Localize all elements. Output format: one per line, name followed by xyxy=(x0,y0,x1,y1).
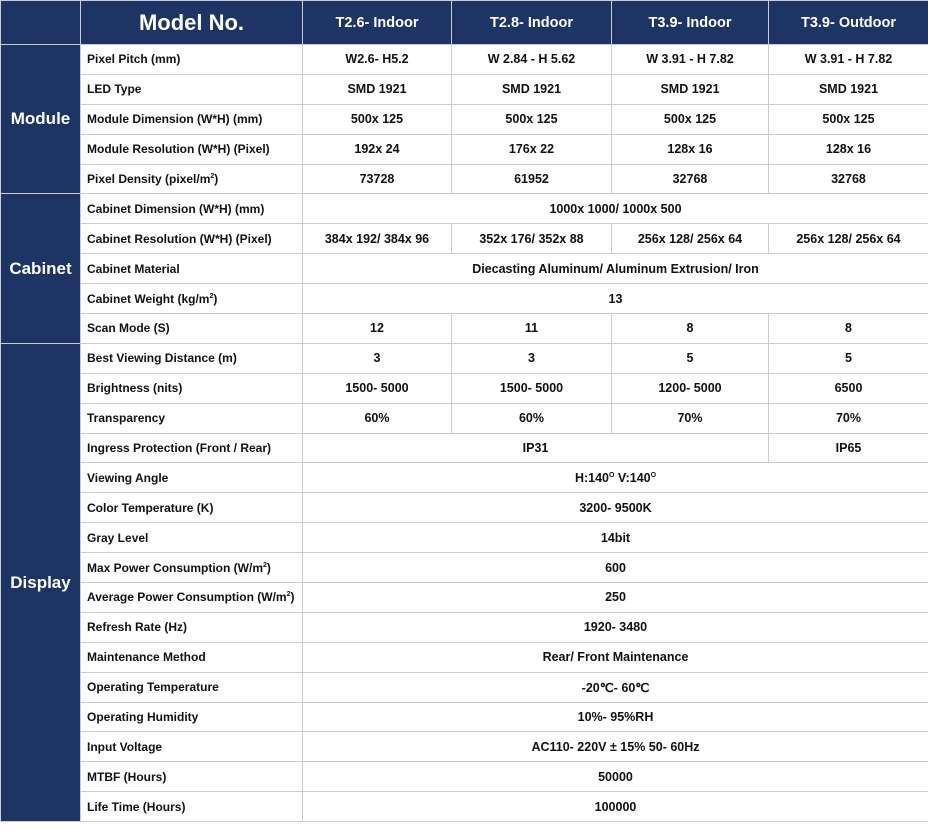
table-row xyxy=(1,134,928,164)
model-header: T2.8- Indoor xyxy=(452,1,612,45)
group-label-cabinet: Cabinet xyxy=(1,194,81,343)
table-row xyxy=(1,373,928,403)
cell-value: 3200- 9500K xyxy=(303,493,928,523)
row-label: MTBF (Hours) xyxy=(81,762,303,792)
cell-value: 32768 xyxy=(612,164,769,194)
cell-value: 6500 xyxy=(769,373,928,403)
table-row xyxy=(1,403,928,433)
table-row xyxy=(1,672,928,702)
cell-value: IP31 xyxy=(303,433,769,463)
row-label: Module Resolution (W*H) (Pixel) xyxy=(81,134,303,164)
cell-value: 8 xyxy=(769,314,928,344)
table-row xyxy=(1,762,928,792)
cell-value: 8 xyxy=(612,314,769,344)
cell-value: 12 xyxy=(303,314,452,344)
cell-value: 73728 xyxy=(303,164,452,194)
group-label-display: Display xyxy=(1,343,81,821)
cell-value: 10%- 95%RH xyxy=(303,702,928,732)
cell-value: 60% xyxy=(452,403,612,433)
cell-value: 1000x 1000/ 1000x 500 xyxy=(303,194,928,224)
row-label: Gray Level xyxy=(81,523,303,553)
table-row xyxy=(1,702,928,732)
cell-value: 256x 128/ 256x 64 xyxy=(612,224,769,254)
header-row xyxy=(1,1,928,45)
row-label: Input Voltage xyxy=(81,732,303,762)
row-label: Viewing Angle xyxy=(81,463,303,493)
cell-value: 352x 176/ 352x 88 xyxy=(452,224,612,254)
cell-value: SMD 1921 xyxy=(612,74,769,104)
table-row xyxy=(1,284,928,314)
row-label: Scan Mode (S) xyxy=(81,314,303,344)
cell-value: 500x 125 xyxy=(769,104,928,134)
cell-value xyxy=(303,463,928,493)
row-label: Refresh Rate (Hz) xyxy=(81,612,303,642)
cell-value: 14bit xyxy=(303,523,928,553)
row-label: LED Type xyxy=(81,74,303,104)
label-text: Average Power Consumption (W/m xyxy=(87,590,287,605)
table-row xyxy=(1,343,928,373)
row-label: Best Viewing Distance (m) xyxy=(81,343,303,373)
table-row xyxy=(1,792,928,822)
row-label: Color Temperature (K) xyxy=(81,493,303,523)
label-text: Cabinet Weight (kg/m xyxy=(87,291,210,306)
table-row xyxy=(1,433,928,463)
table-row xyxy=(1,74,928,104)
superscript: 2 xyxy=(286,591,291,599)
cell-value: 1920- 3480 xyxy=(303,612,928,642)
superscript: 2 xyxy=(263,561,267,569)
angle-v: V:140 xyxy=(614,470,651,485)
table-row xyxy=(1,583,928,613)
cell-value: 176x 22 xyxy=(452,134,612,164)
row-label xyxy=(81,583,303,613)
row-label: Pixel Pitch (mm) xyxy=(81,45,303,75)
label-text: ) xyxy=(290,590,295,605)
table-row xyxy=(1,45,928,75)
row-label: Cabinet Material xyxy=(81,254,303,284)
cell-value: 5 xyxy=(769,343,928,373)
cell-value: SMD 1921 xyxy=(769,74,928,104)
cell-value: 70% xyxy=(612,403,769,433)
cell-value: 60% xyxy=(303,403,452,433)
row-label xyxy=(81,284,303,314)
cell-value: 1500- 5000 xyxy=(452,373,612,403)
cell-value: 192x 24 xyxy=(303,134,452,164)
superscript: 2 xyxy=(210,173,215,180)
cell-value: 61952 xyxy=(452,164,612,194)
label-text: ) xyxy=(266,560,271,575)
row-label: Operating Humidity xyxy=(81,702,303,732)
row-label: Ingress Protection (Front / Rear) xyxy=(81,433,303,463)
model-header: T3.9- Indoor xyxy=(612,1,769,45)
table-row xyxy=(1,553,928,583)
cell-value: 3 xyxy=(303,343,452,373)
row-label xyxy=(81,164,303,194)
label-text: Max Power Consumption (W/m xyxy=(87,560,264,575)
superscript: 2 xyxy=(209,292,214,300)
cell-value: 500x 125 xyxy=(303,104,452,134)
angle-h: H:140 xyxy=(574,470,609,485)
cell-value: 128x 16 xyxy=(769,134,928,164)
cell-value: 3 xyxy=(452,343,612,373)
cell-value: Rear/ Front Maintenance xyxy=(303,642,928,672)
row-label: Transparency xyxy=(81,403,303,433)
cell-value: 11 xyxy=(452,314,612,344)
cell-value: 384x 192/ 384x 96 xyxy=(303,224,452,254)
cell-value: -20℃- 60℃ xyxy=(303,672,928,702)
label-text: ) xyxy=(214,172,219,186)
row-label: Cabinet Resolution (W*H) (Pixel) xyxy=(81,224,303,254)
cell-value: 100000 xyxy=(303,792,928,822)
cell-value: W 2.84 - H 5.62 xyxy=(452,45,612,75)
cell-value: 128x 16 xyxy=(612,134,769,164)
table-row xyxy=(1,104,928,134)
row-label: Operating Temperature xyxy=(81,672,303,702)
cell-value: 256x 128/ 256x 64 xyxy=(769,224,928,254)
cell-value: 70% xyxy=(769,403,928,433)
row-label xyxy=(81,553,303,583)
table-row xyxy=(1,314,928,344)
table-row xyxy=(1,732,928,762)
cell-value: 32768 xyxy=(769,164,928,194)
header-corner xyxy=(1,1,81,45)
cell-value: 5 xyxy=(612,343,769,373)
label-text: ) xyxy=(213,291,218,306)
table-row xyxy=(1,612,928,642)
cell-value: W 3.91 - H 7.82 xyxy=(612,45,769,75)
table-row xyxy=(1,493,928,523)
row-label: Life Time (Hours) xyxy=(81,792,303,822)
model-header: T3.9- Outdoor xyxy=(769,1,928,45)
cell-value: 13 xyxy=(303,284,928,314)
cell-value: SMD 1921 xyxy=(452,74,612,104)
model-header: T2.6- Indoor xyxy=(303,1,452,45)
cell-value: IP65 xyxy=(769,433,928,463)
cell-value: AC110- 220V ± 15% 50- 60Hz xyxy=(303,732,928,762)
cell-value: 250 xyxy=(303,583,928,613)
cell-value: 500x 125 xyxy=(452,104,612,134)
table-row xyxy=(1,164,928,194)
cell-value: 1500- 5000 xyxy=(303,373,452,403)
label-text: Pixel Density (pixel/m xyxy=(87,172,211,186)
cell-value: Diecasting Aluminum/ Aluminum Extrusion/ Iron xyxy=(303,254,928,284)
table-row xyxy=(1,254,928,284)
row-label: Brightness (nits) xyxy=(81,373,303,403)
cell-value: SMD 1921 xyxy=(303,74,452,104)
table-row xyxy=(1,642,928,672)
degree-mark: O xyxy=(609,471,615,479)
table-row xyxy=(1,523,928,553)
table-row xyxy=(1,224,928,254)
table-row xyxy=(1,194,928,224)
row-label: Maintenance Method xyxy=(81,642,303,672)
degree-mark: O xyxy=(650,471,657,479)
cell-value: W 3.91 - H 7.82 xyxy=(769,45,928,75)
cell-value: 500x 125 xyxy=(612,104,769,134)
cell-value: 1200- 5000 xyxy=(612,373,769,403)
group-label-module: Module xyxy=(1,45,81,194)
cell-value: W2.6- H5.2 xyxy=(303,45,452,75)
cell-value: 600 xyxy=(303,553,928,583)
cell-value: 50000 xyxy=(303,762,928,792)
table-row xyxy=(1,463,928,493)
model-no-label: Model No. xyxy=(81,1,303,45)
row-label: Module Dimension (W*H) (mm) xyxy=(81,104,303,134)
row-label: Cabinet Dimension (W*H) (mm) xyxy=(81,194,303,224)
